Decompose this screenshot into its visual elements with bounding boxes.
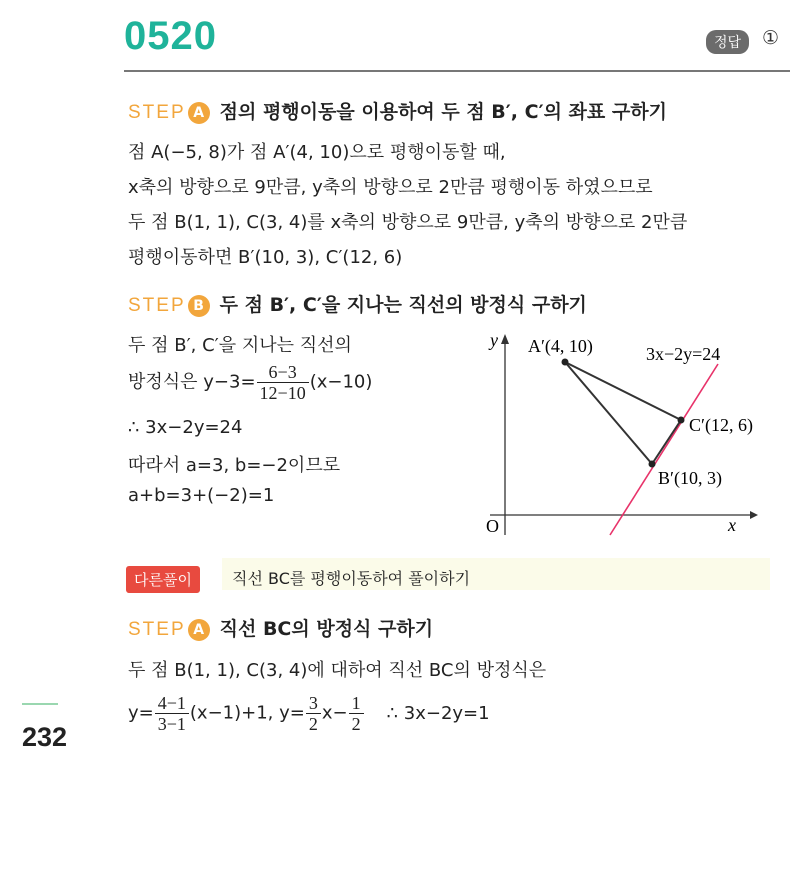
- fraction-numerator: 4−1: [155, 693, 189, 714]
- equation-conclusion: ∴ 3x−2y=1: [386, 702, 490, 724]
- answer-badge: 정답: [706, 30, 749, 54]
- step-label: STEP: [128, 102, 186, 123]
- step-a-line-1: 점 A(−5, 8)가 점 A′(4, 10)으로 평행이동할 때,: [128, 142, 506, 163]
- header-divider: [124, 70, 790, 72]
- step-b-line-5: a+b=3+(−2)=1: [128, 485, 275, 506]
- problem-number: 0520: [124, 14, 217, 58]
- fraction: [349, 693, 364, 734]
- step-letter-badge: A: [188, 102, 210, 124]
- coordinate-graph: [470, 320, 790, 550]
- step-a-heading: [128, 97, 667, 123]
- step-title: 직선 BC의 방정식 구하기: [219, 618, 434, 640]
- equation-suffix: (x−10): [309, 371, 373, 393]
- step-label: STEP: [128, 619, 186, 640]
- equation-middle: x−: [321, 702, 348, 724]
- origin-label: O: [486, 516, 499, 536]
- x-axis-label: x: [728, 515, 736, 535]
- answer-value: ①: [762, 27, 780, 49]
- step-b-line-1: 두 점 B′, C′을 지나는 직선의: [128, 335, 352, 356]
- fraction-denominator: 12−10: [259, 383, 306, 403]
- step-a-line-3: 두 점 B(1, 1), C(3, 4)를 x축의 방향으로 9만큼, y축의 방향으로 2만큼: [128, 212, 688, 233]
- step-a-line-2: x축의 방향으로 9만큼, y축의 방향으로 2만큼 평행이동 하였으므로: [128, 177, 653, 198]
- fraction: [257, 362, 309, 403]
- point-c-prime: [678, 417, 685, 424]
- page-number-accent: [22, 703, 58, 705]
- step-letter-badge: A: [188, 619, 210, 641]
- fraction-denominator: 2: [308, 714, 318, 734]
- step-a-alt-heading: [128, 614, 433, 640]
- alternative-solution-badge: 다른풀이: [126, 566, 200, 593]
- fraction-denominator: 3−1: [157, 714, 186, 734]
- point-c-label: C′(12, 6): [689, 415, 753, 435]
- step-a-line-4: 평행이동하면 B′(10, 3), C′(12, 6): [128, 247, 403, 268]
- fraction-denominator: 2: [351, 714, 361, 734]
- y-axis-label: y: [490, 330, 498, 350]
- step-letter-badge: B: [188, 295, 210, 317]
- point-b-prime: [649, 461, 656, 468]
- equation-prefix: 방정식은 y−3=: [128, 371, 256, 393]
- equation-middle: (x−1)+1, y=: [189, 702, 305, 724]
- point-a-label: A′(4, 10): [528, 336, 593, 356]
- step-title: 점의 평행이동을 이용하여 두 점 B′, C′의 좌표 구하기: [219, 101, 667, 123]
- x-axis-arrow-icon: [750, 511, 758, 519]
- step-b-line-2: [128, 362, 372, 403]
- step-b-heading: [128, 290, 587, 316]
- alternative-solution-description: 직선 BC를 평행이동하여 풀이하기: [232, 569, 471, 588]
- equation-prefix: y=: [128, 702, 154, 724]
- fraction-numerator: 1: [349, 693, 364, 714]
- fraction-numerator: 6−3: [257, 362, 309, 383]
- point-a-prime: [562, 359, 569, 366]
- y-axis-arrow-icon: [501, 334, 509, 344]
- fraction-numerator: 3: [306, 693, 321, 714]
- page-number: 232: [22, 722, 68, 752]
- line-equation-label: 3x−2y=24: [646, 344, 721, 364]
- step-a-alt-equation: [128, 693, 490, 734]
- fraction: [155, 693, 189, 734]
- step-b-line-4: 따라서 a=3, b=−2이므로: [128, 455, 341, 476]
- line-3x-2y-24: [610, 364, 718, 535]
- step-a-alt-line-1: 두 점 B(1, 1), C(3, 4)에 대하여 직선 BC의 방정식은: [128, 660, 547, 681]
- fraction: [306, 693, 321, 734]
- step-b-line-3: ∴ 3x−2y=24: [128, 417, 243, 438]
- step-label: STEP: [128, 295, 186, 316]
- point-b-label: B′(10, 3): [658, 468, 722, 488]
- step-title: 두 점 B′, C′을 지나는 직선의 방정식 구하기: [219, 294, 587, 316]
